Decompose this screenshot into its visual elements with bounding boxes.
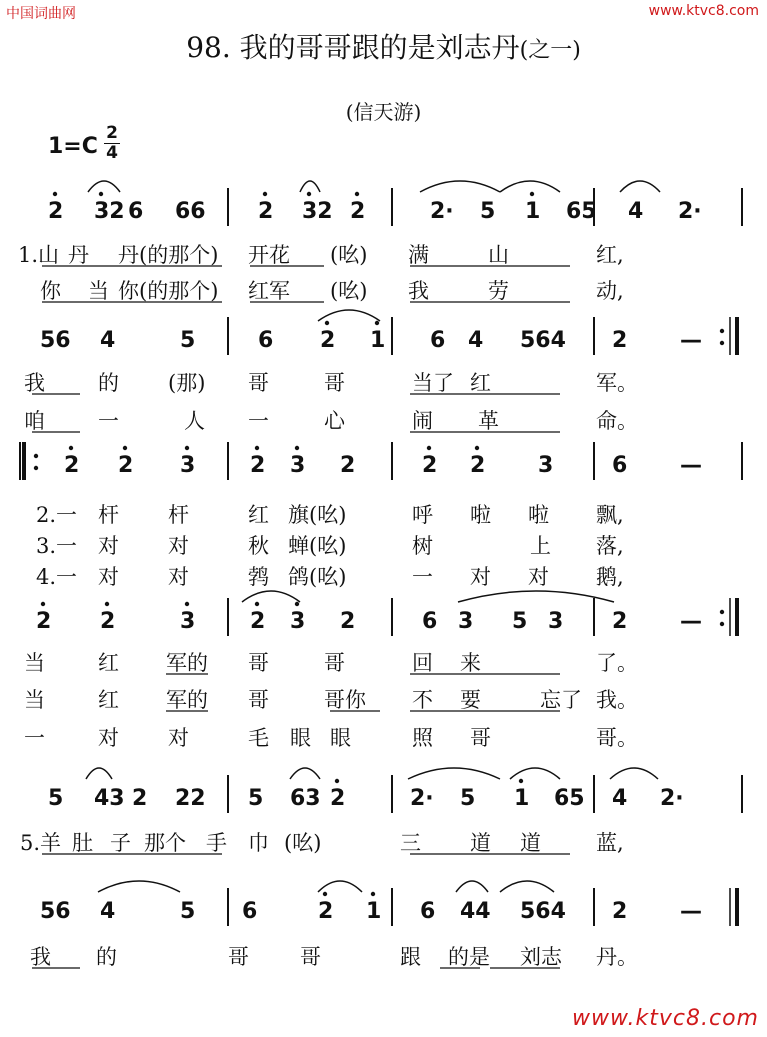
lyric-s5-v1-5: 手 bbox=[206, 831, 227, 855]
note-s4-10: 3 bbox=[548, 609, 564, 634]
lyric-s3-v3-8: 对 bbox=[528, 565, 549, 589]
note-s6-7: 6 bbox=[420, 899, 436, 924]
octave-dot-s3-7 bbox=[427, 446, 431, 450]
lyric-s3-v2-4: 秋 bbox=[248, 534, 269, 558]
octave-dot-s6-5 bbox=[323, 892, 327, 896]
lyric-s2-v2-5: 心 bbox=[324, 409, 345, 433]
lyric-s2-v1-1: 我 bbox=[24, 371, 45, 395]
note-s4-3: 3 bbox=[180, 609, 196, 634]
repeat-start-dot1-s3 bbox=[34, 454, 38, 458]
lyric-s5-v1-4: 那个 bbox=[144, 831, 186, 855]
lyric-s4-v3-4: 毛 bbox=[248, 726, 269, 750]
note-s4-7: 6 bbox=[422, 609, 438, 634]
lyric-s2-v2-3: 人 bbox=[184, 409, 205, 433]
lyric-s1-v2-2: 当 bbox=[88, 279, 109, 303]
lyric-s2-v1-7: 红 bbox=[470, 371, 491, 395]
note-s6-5: 2 bbox=[318, 899, 334, 924]
note-s2-9: 564 bbox=[520, 328, 566, 353]
slur-s4-2 bbox=[458, 591, 614, 602]
lyric-s3-v1-1: 2.一 bbox=[36, 503, 78, 527]
lyric-s4-v1-2: 红 bbox=[98, 651, 119, 675]
lyric-s2-v2-1: 咱 bbox=[24, 409, 45, 433]
lyric-s2-v2-7: 革 bbox=[478, 409, 499, 433]
lyric-s4-v1-1: 当 bbox=[24, 651, 45, 675]
slur-s5-4 bbox=[510, 768, 560, 779]
lyric-s1-v1-3: 丹(的那个) bbox=[118, 243, 219, 267]
lyric-s3-v2-3: 对 bbox=[168, 534, 189, 558]
note-s6-9: 564 bbox=[520, 899, 566, 924]
lyric-s4-v1-3: 军的 bbox=[166, 651, 208, 675]
title-main: 98. 我的哥哥跟的是刘志丹 bbox=[186, 31, 520, 64]
note-s3-4: 2 bbox=[250, 453, 266, 478]
lyric-s1-v2-1: 你 bbox=[40, 279, 61, 303]
lyric-s6-v1-4: 哥 bbox=[300, 945, 321, 969]
lyric-s3-v1-6: 呼 bbox=[412, 503, 433, 527]
lyric-s4-v2-1: 当 bbox=[24, 688, 45, 712]
note-s2-3: 5 bbox=[180, 328, 196, 353]
lyric-s3-v1-4: 红 bbox=[248, 503, 269, 527]
lyric-s3-v1-5: 旗(吆) bbox=[288, 503, 347, 527]
lyric-s2-v2-6: 闹 bbox=[412, 409, 433, 433]
lyric-s4-v2-9: 我。 bbox=[596, 688, 638, 712]
note-s6-3: 5 bbox=[180, 899, 196, 924]
lyric-s4-v3-3: 对 bbox=[168, 726, 189, 750]
time-bottom: 4 bbox=[106, 143, 118, 163]
note-s4-12: — bbox=[680, 609, 702, 634]
note-s5-2: 43 bbox=[94, 786, 125, 811]
slur-s5-1 bbox=[86, 768, 112, 779]
lyric-s2-v2-2: 一 bbox=[98, 409, 119, 433]
note-s4-6: 2 bbox=[340, 609, 356, 634]
note-s2-1: 56 bbox=[40, 328, 71, 353]
note-s1-12: 4 bbox=[628, 199, 644, 224]
lyric-s2-v2-8: 命。 bbox=[596, 409, 638, 433]
lyric-s4-v3-6: 眼 bbox=[330, 726, 351, 750]
slur-s4-1 bbox=[242, 591, 300, 602]
note-s6-8: 44 bbox=[460, 899, 491, 924]
lyric-s5-v1-7: (吆) bbox=[284, 831, 322, 855]
note-s5-4: 22 bbox=[175, 786, 206, 811]
lyric-s5-v1-3: 子 bbox=[110, 831, 131, 855]
note-s2-2: 4 bbox=[100, 328, 116, 353]
lyric-s5-v1-1: 5.羊 bbox=[20, 831, 62, 855]
lyric-s2-v1-5: 哥 bbox=[324, 371, 345, 395]
repeat-start-dot2-s3 bbox=[34, 466, 38, 470]
lyric-s3-v3-4: 鹁 bbox=[248, 565, 269, 589]
lyric-s4-v2-8: 忘了 bbox=[540, 688, 582, 712]
note-s3-9: 3 bbox=[538, 453, 554, 478]
note-s5-5: 5 bbox=[248, 786, 264, 811]
octave-dot-s5-7 bbox=[335, 779, 339, 783]
lyric-s5-v1-8: 三 bbox=[400, 831, 421, 855]
octave-dot-s1-10 bbox=[530, 192, 534, 196]
note-s4-11: 2 bbox=[612, 609, 628, 634]
note-s4-5: 3 bbox=[290, 609, 306, 634]
octave-dot-s1-7 bbox=[355, 192, 359, 196]
lyric-s4-v3-5: 眼 bbox=[290, 726, 311, 750]
note-s4-8: 3 bbox=[458, 609, 474, 634]
slur-s6-2 bbox=[318, 881, 362, 892]
slur-s1-5 bbox=[620, 181, 660, 192]
lyric-s1-v2-5: (吆) bbox=[330, 279, 368, 303]
note-s4-2: 2 bbox=[100, 609, 116, 634]
lyric-s4-v2-4: 哥 bbox=[248, 688, 269, 712]
lyric-s2-v1-2: 的 bbox=[98, 371, 119, 395]
lyric-s1-v1-7: 山 bbox=[488, 243, 509, 267]
note-s5-10: 1 bbox=[514, 786, 530, 811]
note-s6-2: 4 bbox=[100, 899, 116, 924]
octave-dot-s3-3 bbox=[185, 446, 189, 450]
repeat-dot1-s4 bbox=[720, 610, 724, 614]
slur-s1-1 bbox=[88, 181, 120, 192]
octave-dot-s4-1 bbox=[41, 602, 45, 606]
note-s2-8: 4 bbox=[468, 328, 484, 353]
lyric-s3-v3-9: 鹅, bbox=[596, 565, 624, 589]
page-subtitle: (信天游) bbox=[345, 100, 422, 124]
lyric-s4-v1-7: 来 bbox=[460, 651, 481, 675]
note-s4-9: 5 bbox=[512, 609, 528, 634]
note-s1-10: 1 bbox=[525, 199, 541, 224]
lyric-s3-v1-2: 杆 bbox=[98, 503, 119, 527]
octave-dot-s1-2 bbox=[99, 192, 103, 196]
lyric-s4-v2-7: 要 bbox=[460, 688, 481, 712]
lyric-s3-v3-6: 一 bbox=[412, 565, 433, 589]
octave-dot-s3-4 bbox=[255, 446, 259, 450]
note-s3-11: — bbox=[680, 453, 702, 478]
watermark-top-right: www.ktvc8.com bbox=[648, 3, 759, 19]
lyric-s1-v1-5: (吆) bbox=[330, 243, 368, 267]
lyric-s4-v3-8: 哥 bbox=[470, 726, 491, 750]
note-s6-4: 6 bbox=[242, 899, 258, 924]
lyric-s5-v1-2: 肚 bbox=[72, 831, 93, 855]
note-s3-1: 2 bbox=[64, 453, 80, 478]
note-s3-7: 2 bbox=[422, 453, 438, 478]
note-s6-1: 56 bbox=[40, 899, 71, 924]
note-s2-11: — bbox=[680, 328, 702, 353]
note-s5-8: 2· bbox=[410, 786, 434, 811]
lyric-s3-v3-7: 对 bbox=[470, 565, 491, 589]
note-s2-5: 2 bbox=[320, 328, 336, 353]
note-s2-4: 6 bbox=[258, 328, 274, 353]
note-s1-6: 32 bbox=[302, 199, 333, 224]
lyric-s2-v1-8: 军。 bbox=[596, 371, 638, 395]
lyric-s6-v1-7: 刘志 bbox=[520, 945, 562, 969]
lyric-s3-v3-3: 对 bbox=[168, 565, 189, 589]
note-s1-9: 5 bbox=[480, 199, 496, 224]
lyric-s1-v1-6: 满 bbox=[408, 243, 429, 267]
lyric-s3-v1-8: 啦 bbox=[528, 503, 549, 527]
octave-dot-s3-1 bbox=[69, 446, 73, 450]
slur-s1-2 bbox=[300, 181, 320, 192]
lyric-s4-v2-6: 不 bbox=[412, 688, 433, 712]
lyric-s3-v2-5: 蝉(吆) bbox=[288, 534, 347, 558]
lyric-s4-v1-5: 哥 bbox=[324, 651, 345, 675]
lyric-s4-v3-7: 照 bbox=[412, 726, 433, 750]
lyric-s3-v1-7: 啦 bbox=[470, 503, 491, 527]
note-s5-12: 4 bbox=[612, 786, 628, 811]
lyric-s3-v2-6: 树 bbox=[412, 534, 433, 558]
note-s3-3: 3 bbox=[180, 453, 196, 478]
octave-dot-s1-5 bbox=[263, 192, 267, 196]
slur-s2-1 bbox=[318, 310, 380, 321]
octave-dot-s1-6 bbox=[307, 192, 311, 196]
lyric-s4-v1-6: 回 bbox=[412, 651, 433, 675]
octave-dot-s4-4 bbox=[255, 602, 259, 606]
lyric-s3-v3-2: 对 bbox=[98, 565, 119, 589]
lyric-s3-v2-1: 3.一 bbox=[36, 534, 78, 558]
slur-s5-5 bbox=[610, 768, 658, 779]
octave-dot-s3-8 bbox=[475, 446, 479, 450]
note-s6-6: 1 bbox=[366, 899, 382, 924]
note-s1-5: 2 bbox=[258, 199, 274, 224]
lyric-s4-v2-5: 哥你 bbox=[324, 688, 366, 712]
note-s6-11: — bbox=[680, 899, 702, 924]
note-s5-13: 2· bbox=[660, 786, 684, 811]
octave-dot-s2-6 bbox=[375, 321, 379, 325]
octave-dot-s3-2 bbox=[123, 446, 127, 450]
note-s5-6: 63 bbox=[290, 786, 321, 811]
watermark-bottom: www.ktvc8.com bbox=[571, 1006, 759, 1031]
note-s4-1: 2 bbox=[36, 609, 52, 634]
note-s2-6: 1 bbox=[370, 328, 386, 353]
lyric-s4-v1-8: 了。 bbox=[596, 651, 638, 675]
lyric-s1-v2-3: 你(的那个) bbox=[118, 279, 219, 303]
repeat-dot1-s2 bbox=[720, 329, 724, 333]
lyric-s5-v1-9: 道 bbox=[470, 831, 491, 855]
note-s2-7: 6 bbox=[430, 328, 446, 353]
note-s2-10: 2 bbox=[612, 328, 628, 353]
note-s1-2: 32 bbox=[94, 199, 125, 224]
octave-dot-s3-5 bbox=[295, 446, 299, 450]
note-s3-10: 6 bbox=[612, 453, 628, 478]
note-s1-8: 2· bbox=[430, 199, 454, 224]
lyric-s1-v1-4: 开花 bbox=[248, 243, 290, 267]
note-s1-1: 2 bbox=[48, 199, 64, 224]
note-s1-4: 66 bbox=[175, 199, 206, 224]
lyric-s2-v1-6: 当了 bbox=[412, 371, 454, 395]
lyric-s3-v3-1: 4.一 bbox=[36, 565, 78, 589]
lyric-s3-v1-3: 杆 bbox=[168, 503, 189, 527]
note-s3-8: 2 bbox=[470, 453, 486, 478]
lyric-s1-v1-1: 1.山 bbox=[18, 243, 60, 267]
lyric-s6-v1-2: 的 bbox=[96, 945, 117, 969]
lyric-s1-v2-4: 红军 bbox=[248, 279, 290, 303]
note-s1-3: 6 bbox=[128, 199, 144, 224]
lyric-s4-v1-4: 哥 bbox=[248, 651, 269, 675]
octave-dot-s2-5 bbox=[325, 321, 329, 325]
slur-s1-4 bbox=[500, 181, 560, 192]
octave-dot-s5-10 bbox=[519, 779, 523, 783]
note-s1-13: 2· bbox=[678, 199, 702, 224]
note-s1-7: 2 bbox=[350, 199, 366, 224]
slur-s6-3 bbox=[456, 881, 488, 892]
note-s6-10: 2 bbox=[612, 899, 628, 924]
note-s4-4: 2 bbox=[250, 609, 266, 634]
note-s3-2: 2 bbox=[118, 453, 134, 478]
note-s5-7: 2 bbox=[330, 786, 346, 811]
lyric-s3-v2-8: 落, bbox=[596, 534, 624, 558]
lyric-s6-v1-3: 哥 bbox=[228, 945, 249, 969]
octave-dot-s6-6 bbox=[371, 892, 375, 896]
lyric-s6-v1-6: 的是 bbox=[448, 945, 490, 969]
lyric-s4-v2-3: 军的 bbox=[166, 688, 208, 712]
lyric-s3-v2-2: 对 bbox=[98, 534, 119, 558]
lyric-s1-v2-6: 我 bbox=[408, 279, 429, 303]
note-s5-11: 65 bbox=[554, 786, 585, 811]
note-s5-3: 2 bbox=[132, 786, 148, 811]
watermark-top-left: 中国词曲网 bbox=[6, 6, 76, 22]
octave-dot-s4-5 bbox=[295, 602, 299, 606]
octave-dot-s1-1 bbox=[53, 192, 57, 196]
note-s1-11: 65 bbox=[566, 199, 597, 224]
slur-s6-4 bbox=[500, 881, 554, 892]
lyric-s4-v3-9: 哥。 bbox=[596, 726, 638, 750]
repeat-dot2-s2 bbox=[720, 341, 724, 345]
key-signature: 1=C bbox=[48, 134, 98, 159]
time-top: 2 bbox=[104, 124, 120, 144]
octave-dot-s4-3 bbox=[185, 602, 189, 606]
note-s3-6: 2 bbox=[340, 453, 356, 478]
lyric-s1-v2-8: 动, bbox=[596, 279, 624, 303]
lyric-s6-v1-5: 跟 bbox=[400, 945, 421, 969]
lyric-s1-v1-2: 丹 bbox=[68, 243, 89, 267]
lyric-s4-v3-2: 对 bbox=[98, 726, 119, 750]
slur-s5-2 bbox=[290, 768, 320, 779]
lyric-s3-v1-9: 飘, bbox=[596, 503, 624, 527]
lyric-s2-v1-4: 哥 bbox=[248, 371, 269, 395]
lyric-s3-v3-5: 鸽(吆) bbox=[288, 565, 347, 589]
lyric-s4-v2-2: 红 bbox=[98, 688, 119, 712]
lyric-s1-v2-7: 劳 bbox=[488, 279, 509, 303]
lyric-s1-v1-8: 红, bbox=[596, 243, 624, 267]
slur-s6-1 bbox=[98, 881, 180, 892]
note-s5-9: 5 bbox=[460, 786, 476, 811]
note-s3-5: 3 bbox=[290, 453, 306, 478]
lyric-s3-v2-7: 上 bbox=[530, 534, 551, 558]
lyric-s2-v1-3: (那) bbox=[168, 371, 206, 395]
lyric-s4-v3-1: 一 bbox=[24, 726, 45, 750]
slur-s1-3 bbox=[420, 181, 500, 192]
note-s5-1: 5 bbox=[48, 786, 64, 811]
lyric-s2-v2-4: 一 bbox=[248, 409, 269, 433]
repeat-dot2-s4 bbox=[720, 622, 724, 626]
lyric-s6-v1-8: 丹。 bbox=[596, 945, 638, 969]
octave-dot-s4-2 bbox=[105, 602, 109, 606]
lyric-s5-v1-10: 道 bbox=[520, 831, 541, 855]
lyric-s5-v1-6: 巾 bbox=[248, 831, 269, 855]
lyric-s6-v1-1: 我 bbox=[30, 945, 51, 969]
slur-s5-3 bbox=[408, 768, 500, 779]
lyric-s5-v1-11: 蓝, bbox=[596, 831, 624, 855]
title-suffix: (之一) bbox=[519, 38, 581, 63]
